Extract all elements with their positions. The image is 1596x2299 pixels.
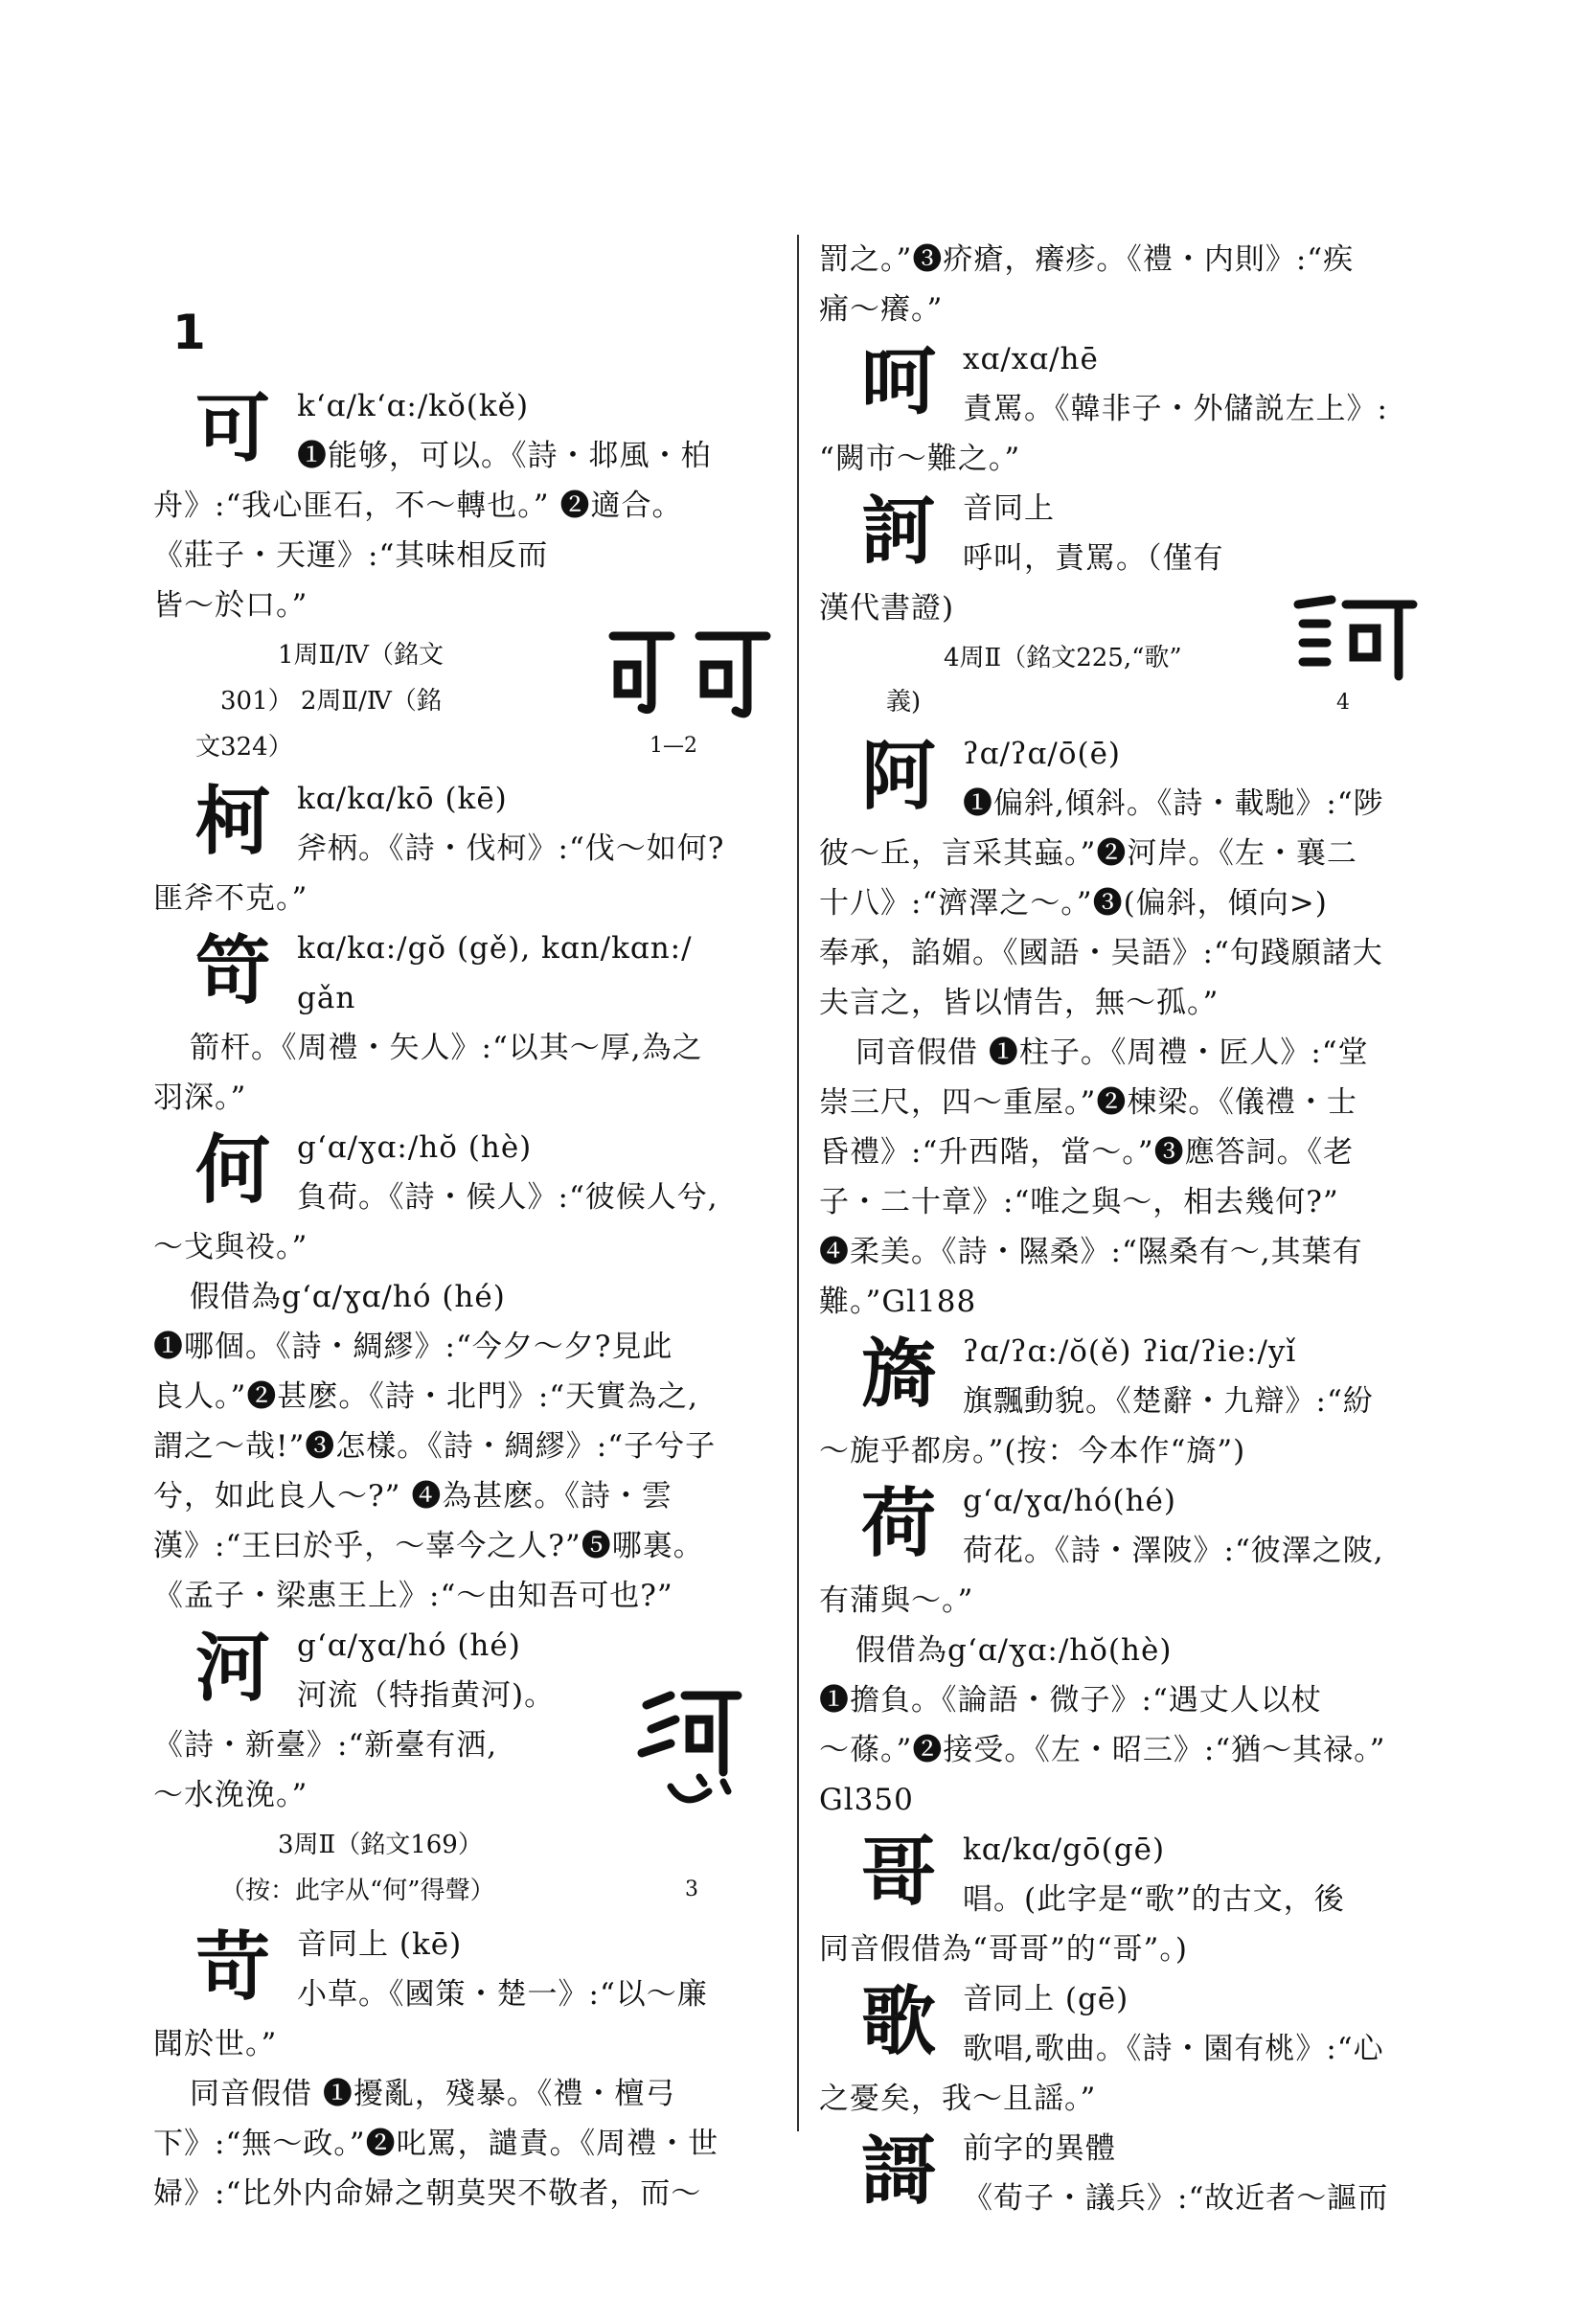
pronunciation: ʔɑ/ʔɑ:/ŏ(ě) ʔiɑ/ʔie:/yǐ xyxy=(963,1334,1297,1369)
definition-line: 荷花。《詩・澤陂》:“彼澤之陂, xyxy=(963,1534,1384,1568)
definition-line: 斧柄。《詩・伐柯》:“伐～如何? xyxy=(297,831,725,866)
headword: 呵 xyxy=(861,338,937,425)
pronunciation: 音同上 (kē) xyxy=(297,1927,463,1962)
entry-he4 xyxy=(819,484,1442,729)
bronze-glyph-icon xyxy=(632,1676,747,1820)
definition-line: ❹柔美。《詩・隰桑》:“隰桑有～,其葉有 xyxy=(819,1235,1363,1269)
definition-line: 《詩・新臺》:“新臺有洒, xyxy=(153,1728,498,1763)
headword: 苛 xyxy=(195,1923,271,2011)
bronze-glyph-icon xyxy=(1288,585,1423,691)
entry-ge2 xyxy=(819,1825,1442,1974)
definition-line: ❶能够，可以。《詩・邶風・柏 xyxy=(297,439,712,473)
definition-line: ❶擔負。《論語・微子》:“遇丈人以杖 xyxy=(819,1683,1322,1718)
headword: 歌 xyxy=(861,1978,937,2065)
reference-text: 義) xyxy=(886,688,922,717)
entry-he xyxy=(153,1123,786,1621)
right-column xyxy=(819,235,1442,2223)
entry-ke xyxy=(153,381,786,774)
tongyin-line: 同音假借 ❶擾亂，殘暴。《禮・檀弓 xyxy=(190,2077,676,2111)
headword: 柯 xyxy=(195,778,271,865)
definition-line: 羽深。” xyxy=(153,1081,247,1115)
definition-line: 皆～於口。” xyxy=(153,588,308,623)
definition-line: 舟》:“我心匪石，不～轉也。” ❷適合。 xyxy=(153,489,683,523)
definition-line: 有蒲與～。” xyxy=(819,1583,974,1618)
pronunciation: kɑ/kɑ/gō(gē) xyxy=(963,1832,1166,1867)
definition-line: 匪斧不克。” xyxy=(153,881,308,916)
definition-line: 婦》:“比外内命婦之朝莫哭不敬者，而～ xyxy=(153,2176,702,2211)
definition-line: 謂之～哉!”❸怎樣。《詩・綢繆》:“子兮子 xyxy=(153,1429,717,1464)
entry-a xyxy=(819,729,1442,1327)
definition-line: ❶偏斜,傾斜。《詩・載馳》:“陟 xyxy=(963,786,1384,821)
definition-line: 崇三尺，四～重屋。”❷棟梁。《儀禮・士 xyxy=(819,1085,1357,1120)
definition-line: 夫言之，皆以情告，無～孤。” xyxy=(819,986,1220,1020)
definition-line: 河流（特指黄河)。 xyxy=(297,1678,556,1713)
definition-line: 奉承，諂媚。《國語・吴語》:“句踐願諸大 xyxy=(819,936,1383,970)
headword: 哥 xyxy=(861,1829,937,1916)
pronunciation: k‘ɑ/k‘ɑ:/kŏ(kě) xyxy=(297,389,530,423)
entry-e xyxy=(819,1327,1442,1476)
definition-line: 負荷。《詩・候人》:“彼候人兮, xyxy=(297,1180,718,1215)
reference-text: 文324） xyxy=(195,733,293,762)
tongyin-line: 同音假借 ❶柱子。《周禮・匠人》:“堂 xyxy=(855,1036,1369,1070)
definition-line: 聞於世。” xyxy=(153,2027,278,2061)
section-number: 1 xyxy=(172,305,206,360)
reference-text: （按：此字从“何”得聲） xyxy=(220,1877,495,1905)
headword: 何 xyxy=(195,1127,271,1214)
bronze-reference xyxy=(819,633,1442,729)
pronunciation: g‘ɑ/ɣɑ/hó(hé) xyxy=(963,1484,1176,1518)
bronze-reference xyxy=(153,630,786,774)
pronunciation: kɑ/kɑ:/gŏ (gě), kɑn/kɑn:/ xyxy=(297,931,693,966)
definition-line: 下》:“無～政。”❷叱罵，譴責。《周禮・世 xyxy=(153,2127,719,2161)
definition-line: 箭杆。《周禮・矢人》:“以其～厚,為之 xyxy=(190,1031,703,1065)
definition-line: 難。”Gl188 xyxy=(819,1285,977,1319)
reference-number: 4 xyxy=(1336,691,1350,715)
definition-line: ～旎乎都房。”(按：今本作“旖”) xyxy=(819,1434,1246,1468)
jiajie-line: 假借為g‘ɑ/ɣɑ/hó (hé) xyxy=(190,1280,506,1314)
definition-line: 旗飄動貌。《楚辭・九辯》:“紛 xyxy=(963,1384,1374,1419)
headword: 荷 xyxy=(861,1480,937,1567)
definition-line: 小草。《國策・楚一》:“以～廉 xyxy=(297,1977,708,2012)
headword: 阿 xyxy=(861,733,937,820)
headword: 可 xyxy=(195,385,271,472)
definition-line: 同音假借為“哥哥”的“哥”。) xyxy=(819,1932,1188,1967)
definition-line: 良人。”❷甚麽。《詩・北門》:“天實為之, xyxy=(153,1379,698,1414)
definition-line: ～水浼浼。” xyxy=(153,1778,308,1812)
definition-line: 罰之。”❸疥瘡，癢疹。《禮・内則》:“疾 xyxy=(819,242,1355,277)
definition-line: “闕市～難之。” xyxy=(819,442,1021,476)
definition-line: 《孟子・梁惠王上》:“～由知吾可也?” xyxy=(153,1579,673,1613)
definition-line: 子・二十章》:“唯之與～，相去幾何?” xyxy=(819,1185,1339,1219)
bronze-glyph-icon xyxy=(575,617,786,732)
pronunciation: g‘ɑ/ɣɑ/hó (hé) xyxy=(297,1628,521,1663)
entry-ge3 xyxy=(819,1974,1442,2124)
pronunciation: 音同上 xyxy=(963,491,1055,526)
definition-line: ～蓧。”❷接受。《左・昭三》:“猶～其禄。” xyxy=(819,1733,1386,1767)
definition-line: 唱。(此字是“歌”的古文，後 xyxy=(963,1882,1345,1917)
headword: 謌 xyxy=(861,2128,937,2215)
pronunciation: 音同上 (gē) xyxy=(963,1982,1129,2016)
entry-he2 xyxy=(153,1621,786,1920)
definition-line: Gl350 xyxy=(819,1783,914,1817)
definition-line: ❶哪個。《詩・綢繆》:“今夕～夕?見此 xyxy=(153,1330,673,1364)
definition-line: 責罵。《韓非子・外儲説左上》: xyxy=(963,392,1388,426)
pronunciation: g‘ɑ/ɣɑ:/hŏ (hè) xyxy=(297,1130,533,1165)
reference-text: 3周Ⅱ（銘文169） xyxy=(278,1831,483,1859)
reference-number: 3 xyxy=(685,1878,698,1901)
definition-line: 彼～丘，言采其蝱。”❷河岸。《左・襄二 xyxy=(819,836,1357,871)
bronze-reference xyxy=(153,1820,786,1920)
entry-ge4 xyxy=(819,2124,1442,2223)
reference-text: 301） 2周Ⅱ/Ⅳ（銘 xyxy=(220,687,442,716)
definition-line: 之憂矣，我～且謡。” xyxy=(819,2082,1097,2116)
entry-he3 xyxy=(819,334,1442,484)
definition-line: 《莊子・天運》:“其味相反而 xyxy=(153,538,549,573)
definition-line: 呼叫，責罵。（僅有 xyxy=(963,541,1224,576)
reference-text: 4周Ⅱ（銘文225,“歌” xyxy=(944,644,1182,672)
definition-line: 漢》:“王曰於乎，～辜今之人?”❺哪裏。 xyxy=(153,1529,704,1563)
definition-line: 痛～癢。” xyxy=(819,292,944,327)
pronunciation: gǎn xyxy=(297,981,356,1015)
jiajie-line: 假借為g‘ɑ/ɣɑ:/hŏ(hè) xyxy=(855,1633,1173,1668)
headword: 笴 xyxy=(195,927,271,1014)
definition-line: 《荀子・議兵》:“故近者～謳而 xyxy=(963,2181,1389,2216)
reference-number: 1—2 xyxy=(650,734,697,758)
pronunciation: kɑ/kɑ/kō (kē) xyxy=(297,782,508,816)
entry-ke2 xyxy=(153,774,786,923)
left-column xyxy=(153,381,786,2219)
headword: 訶 xyxy=(861,488,937,575)
entry-he5 xyxy=(819,1476,1442,1825)
entry-ge xyxy=(153,923,786,1123)
pronunciation: ʔɑ/ʔɑ/ō(ē) xyxy=(963,737,1122,771)
definition-line: 十八》:“濟澤之～。”❸(偏斜，傾向>) xyxy=(819,886,1328,921)
pronunciation: 前字的異體 xyxy=(963,2131,1116,2166)
definition-line: 漢代書證) xyxy=(819,591,955,626)
headword: 河 xyxy=(195,1625,271,1712)
column-divider xyxy=(797,235,799,2131)
definition-line: 昏禮》:“升西階，當～。”❸應答詞。《老 xyxy=(819,1135,1355,1170)
headword: 旖 xyxy=(861,1331,937,1418)
entry-ke3 xyxy=(153,1920,786,2219)
definition-line: 歌唱,歌曲。《詩・園有桃》:“心 xyxy=(963,2032,1384,2066)
definition-line: ～戈與祋。” xyxy=(153,1230,308,1264)
pronunciation: xɑ/xɑ/hē xyxy=(963,342,1099,376)
reference-text: 1周Ⅱ/Ⅳ（銘文 xyxy=(278,641,444,670)
definition-line: 兮，如此良人～?” ❹為甚麽。《詩・雲 xyxy=(153,1479,673,1514)
